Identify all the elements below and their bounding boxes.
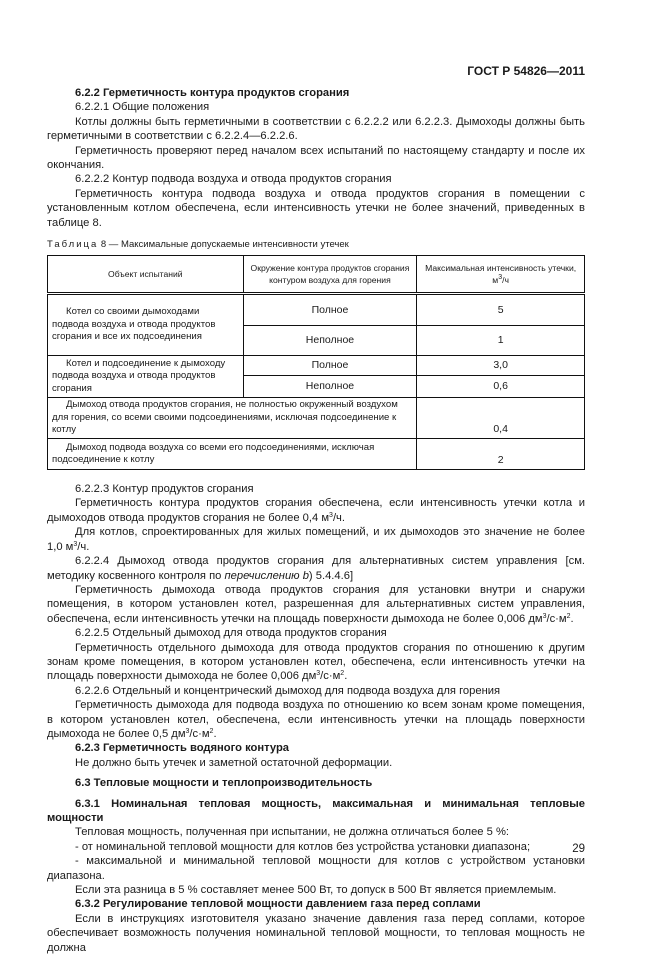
leakage-table [47,255,585,470]
section-6-2-2-2-title: 6.2.2.2 Контур подвода воздуха и отвода продуктов сгорания [75,173,392,186]
section-6-3-2-title: 6.3.2 Регулирование тепловой мощности давлением газа перед соплами [75,898,481,911]
object-cell: Дымоход подвода воздуха со всеми его подсоединениями, исключая подсоединение к котлу [48,439,417,470]
section-6-2-2-5-title: 6.2.2.5 Отдельный дымоход для отвода продуктов сгорания [75,627,387,640]
environment-cell: Неполное [243,325,417,355]
value-cell: 0,4 [417,398,585,439]
value-cell: 5 [417,294,585,326]
section-6-2-2-4-title: 6.2.2.4 Дымоход отвода продуктов сгорания для альтернативных систем управления [см. методику косвенного контроля по перечислению b) 5.4.4.6] [47,555,585,582]
paragraph: Герметичность дымохода отвода продуктов сгорания для установки внутри и снаружи помещения, в котором установлен котел, разрешенная для альтернативных систем управления, обеспечена, если интенсивность утечки на площадь поверхности дымохода не более 0,006 $дм^3/с\cdot м^2$. [47,583,585,625]
table-row [48,398,585,439]
environment-cell: Неполное [243,376,417,398]
table-row [48,356,585,376]
header-environment: Окружение контура продуктов сгорания контуром воздуха для горения [243,256,417,294]
list-item: - максимальной и минимальной тепловой мощности для котлов с устройством установки диапазона. [47,855,585,882]
section-6-2-2-title: 6.2.2 Герметичность контура продуктов сгорания [75,87,350,99]
section-6-2-2-6-title: 6.2.2.6 Отдельный и концентрический дымоход для подвода воздуха для горения [75,684,501,697]
section-6-3-title: 6.3 Тепловые мощности и теплопроизводительность [75,777,373,790]
paragraph: Тепловая мощность, полученная при испытании, не должна отличаться более 5 %: [75,826,510,839]
paragraph: Для котлов, спроектированных для жилых помещений, и их дымоходов это значение не более 1,0 $м^3/ч$. [47,526,585,553]
page-number: 29 [572,843,585,855]
table-row [48,294,585,326]
section-6-2-2-3-title: 6.2.2.3 Контур продуктов сгорания [75,483,254,496]
value-cell: 1 [417,325,585,355]
value-cell: 2 [417,439,585,470]
paragraph: Не должно быть утечек и заметной остаточной деформации. [75,756,393,769]
table-caption [47,239,585,251]
value-cell: 0,6 [417,376,585,398]
page-content [47,86,585,955]
header-max-intensity: Максимальная интенсивность утечки, $м^3/ч$ [417,256,585,294]
header-object: Объект испытаний [48,256,244,294]
table-caption-text: 8 — Максимальные допускаемые интенсивности утечек [98,239,349,251]
object-cell: Дымоход отвода продуктов сгорания, не полностью окруженный воздухом для горения, со всеми своими подсоединениями, исключая подсоединение к котлу [48,398,417,439]
environment-cell: Полное [243,294,417,326]
list-item: - от номинальной тепловой мощности для котлов без устройства установки диапазона; [75,840,531,853]
object-cell: Котел со своими дымоходами подвода воздуха и отвода продуктов сгорания и все их подсоединения [48,294,244,356]
paragraph: Герметичность отдельного дымохода для отвода продуктов сгорания по отношению к другим зонам кроме помещения, в котором установлен котел, обеспечена, если интенсивность утечки на площадь поверхности дымохода не более 0,006 $дм^3/с\cdot м^2$. [47,641,585,683]
object-cell: Котел и подсоединение к дымоходу подвода воздуха и отвода продуктов сгорания [48,356,244,398]
paragraph: Герметичность контура продуктов сгорания обеспечена, если интенсивность утечки котла и дымоходов отвода продуктов сгорания не более 0,4 $м^3/ч$. [47,497,585,524]
section-6-3-1-title: 6.3.1 Номинальная тепловая мощность, максимальная и минимальная тепловые мощности [47,797,585,824]
table-header-row [48,256,585,294]
paragraph: Герметичность дымохода для подвода воздуха по отношению ко всем зонам кроме помещения, в котором установлен котел, обеспечена, если интенсивность утечки на площадь поверхности дымохода не более 0,5 $дм^3/с\cdot м^2$. [47,699,585,740]
environment-cell: Полное [243,356,417,376]
section-6-2-2-1-title: 6.2.2.1 Общие положения [75,101,210,114]
paragraph: Если эта разница в 5 % составляет менее 500 Вт, то допуск в 500 Вт является приемлемым. [75,884,557,897]
table-row [48,439,585,470]
section-6-2-3-title: 6.2.3 Герметичность водяного контура [75,742,290,755]
paragraph: Герметичность контура подвода воздуха и отвода продуктов сгорания в помещении с установленным котлом обеспечена, если интенсивность утечки не более значений, приведенных в таблице 8. [47,187,585,229]
paragraph: Если в инструкциях изготовителя указано значение давления газа перед соплами, которое обеспечивает возможность получения номинальной тепловой мощности, то тепловая мощность не должна [47,912,585,954]
value-cell: 3,0 [417,356,585,376]
paragraph: Котлы должны быть герметичными в соответствии с 6.2.2.2 или 6.2.2.3. Дымоходы должны быть герметичными в соответствии с 6.2.2.4—6.2.2.6. [47,115,585,143]
paragraph: Герметичность проверяют перед началом всех испытаний по настоящему стандарту и после их окончания. [47,144,585,172]
table-caption-label: Таблица [47,239,99,251]
standard-header: ГОСТ Р 54826—2011 [467,64,585,78]
